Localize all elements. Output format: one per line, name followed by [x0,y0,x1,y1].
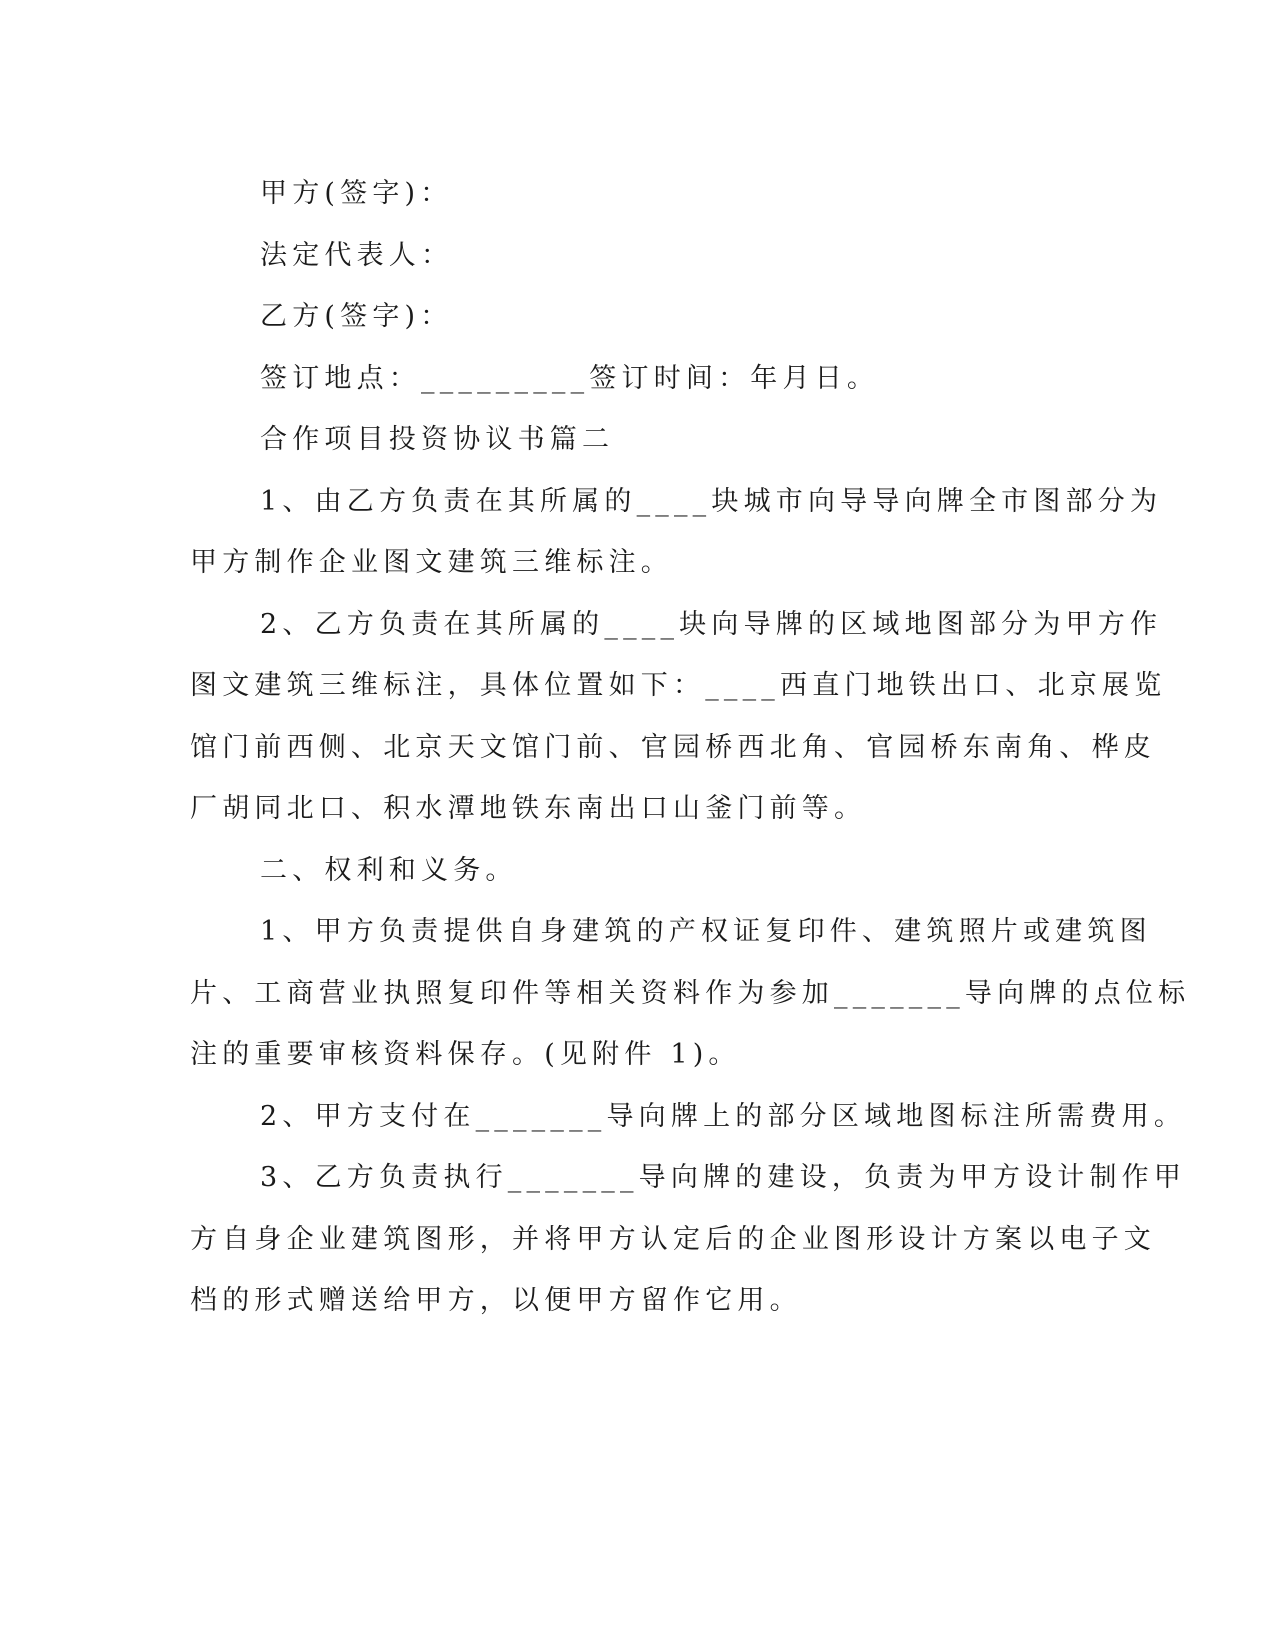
paragraph-line: 甲方制作企业图文建筑三维标注。 [190,547,673,578]
paragraph-line: 1、由乙方负责在其所属的____块城市向导导向牌全市图部分为 [260,485,1163,517]
signature-party-a: 甲方(签字)： [260,178,453,209]
paragraph-line: 片、工商营业执照复印件等相关资料作为参加_______导向牌的点位标 [190,977,1191,1009]
paragraph-line: 注的重要审核资料保存。(见附件 1)。 [190,1039,741,1070]
paragraph-line: 2、甲方支付在_______导向牌上的部分区域地图标注所需费用。 [260,1100,1187,1132]
paragraph-line: 2、乙方负责在其所属的____块向导牌的区域地图部分为甲方作 [260,608,1163,640]
rights-obligations-heading: 二、权利和义务。 [260,854,518,886]
paragraph-line: 馆门前西侧、北京天文馆门前、官园桥西北角、官园桥东南角、桦皮 [190,731,1156,763]
paragraph-line: 1、甲方负责提供自身建筑的产权证复印件、建筑照片或建筑图 [260,916,1152,947]
paragraph-line: 厂胡同北口、积水潭地铁东南出口山釜门前等。 [190,793,867,824]
signature-legal-representative: 法定代表人： [260,239,454,271]
signature-party-b: 乙方(签字)： [260,301,453,332]
document-body [190,163,1191,1332]
signing-place-and-date: 签订地点：_________签订时间：年月日。 [260,362,880,394]
section-heading: 合作项目投资协议书篇二 [260,424,615,455]
paragraph-line: 图文建筑三维标注，具体位置如下：____西直门地铁出口、北京展览 [190,670,1167,701]
paragraph-line: 3、乙方负责执行_______导向牌的建设，负责为甲方设计制作甲 [260,1162,1187,1193]
paragraph-line: 档的形式赠送给甲方，以便甲方留作它用。 [190,1285,802,1316]
paragraph-line: 方自身企业建筑图形，并将甲方认定后的企业图形设计方案以电子文 [190,1223,1156,1255]
